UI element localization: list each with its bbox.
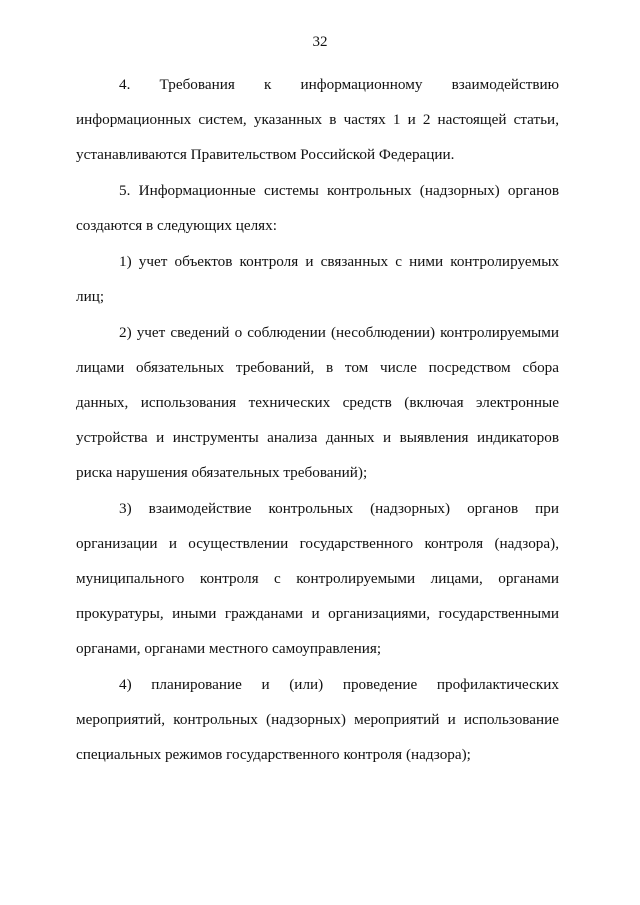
list-item-3: 3) взаимодействие контрольных (надзорных) органов при организации и осуществлении государственного контроля (надзора), муниципального контроля с контролируемыми лицами, органами прокуратуры, иными гражданами и организациями, государственными органами, органами местного самоуправления; <box>76 500 559 657</box>
list-item-4: 4) планирование и (или) проведение профилактических мероприятий, контрольных (надзорных) мероприятий и использование специальных режимов государственного контроля (надзора); <box>76 676 559 763</box>
page-number: 32 <box>312 34 328 50</box>
list-item-2: 2) учет сведений о соблюдении (несоблюдении) контролируемыми лицами обязательных требований, в том числе посредством сбора данных, использования технических средств (включая электронные устройства и инструменты анализа данных и выявления индикаторов риска нарушения обязательных требований); <box>76 324 559 481</box>
document-body <box>76 67 559 772</box>
list-item-1: 1) учет объектов контроля и связанных с ними контролируемых лиц; <box>76 253 559 305</box>
paragraph-4-requirements: 4. Требования к информационному взаимодействию информационных систем, указанных в частях 1 и 2 настоящей статьи, устанавливаются Правительством Российской Федерации. <box>76 76 559 163</box>
paragraph-5-purposes: 5. Информационные системы контрольных (надзорных) органов создаются в следующих целях: <box>76 182 559 234</box>
